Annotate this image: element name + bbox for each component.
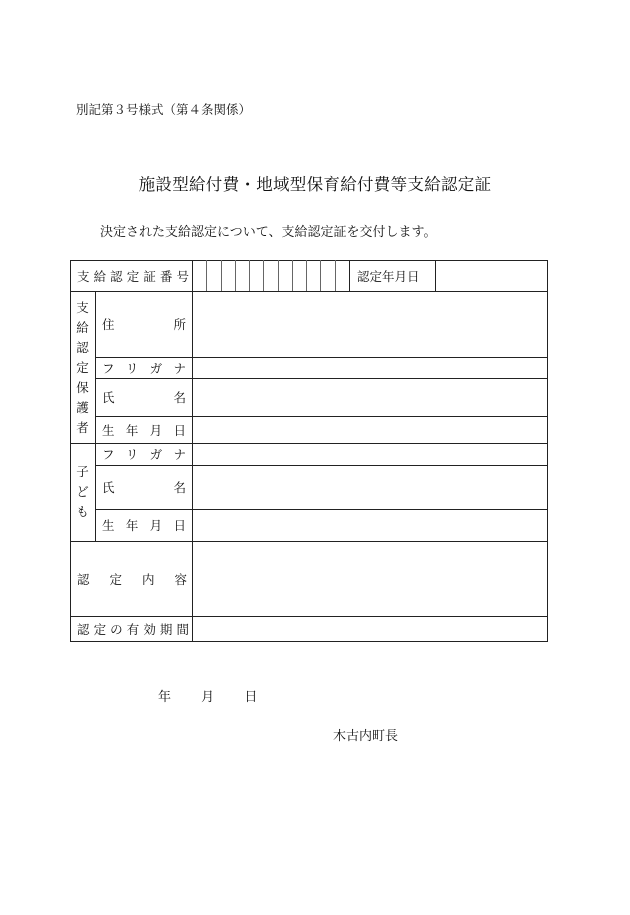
approval-content-field[interactable] [193,542,547,616]
guardian-group-label: 支 給 認 定 保 護 者 [76,300,89,435]
guardian-address-field[interactable] [193,292,547,357]
certificate-table [70,260,548,642]
child-name-label: 氏 名 [102,480,186,495]
guardian-furigana-field[interactable] [193,358,547,378]
cert-number-label: 支 給 認 定 証 番 号 [77,268,189,284]
table-border-bottom [70,641,548,642]
divider [192,260,193,291]
digit-box-separator [320,260,321,291]
date-day-label: 日 [244,690,258,705]
intro-text: 決定された支給認定について、支給認定証を交付します。 [100,225,437,240]
guardian-birthdate-field[interactable] [193,417,547,443]
child-furigana-field[interactable] [193,444,547,465]
child-birthdate-label: 生 年 月 日 [102,518,186,533]
issuer-name: 木古内町長 [333,729,399,744]
guardian-birthdate-label: 生 年 月 日 [102,422,186,438]
approval-content-label: 認 定 内 容 [77,571,187,587]
digit-box-separator [221,260,222,291]
guardian-name-label: 氏 名 [102,390,186,405]
table-border-right [547,260,548,642]
digit-box-separator [278,260,279,291]
digit-box-separator [335,260,336,291]
date-year-label: 年 [158,690,172,705]
validity-period-label: 認 定 の 有 効 期 間 [77,621,189,637]
document-title: 施設型給付費・地域型保育給付費等支給認定証 [138,175,492,194]
digit-box-separator [249,260,250,291]
cert-date-field[interactable] [436,260,547,291]
form-reference: 別記第３号様式（第４条関係） [76,102,252,117]
child-birthdate-field[interactable] [193,510,547,541]
guardian-furigana-label: フ リ ガ ナ [102,360,186,376]
divider [349,260,350,291]
digit-box-separator [235,260,236,291]
child-group-label: 子 ど も [76,464,89,519]
child-name-field[interactable] [193,466,547,509]
digit-box-separator [292,260,293,291]
digit-box-separator [306,260,307,291]
digit-box-separator [206,260,207,291]
child-furigana-label: フ リ ガ ナ [102,447,186,462]
date-month-label: 月 [201,690,215,705]
guardian-name-field[interactable] [193,379,547,416]
digit-box-separator [263,260,264,291]
guardian-address-label: 住 所 [102,317,186,332]
issue-date-line [158,686,257,705]
cert-date-label: 認定年月日 [357,268,420,284]
validity-period-field[interactable] [193,617,547,641]
